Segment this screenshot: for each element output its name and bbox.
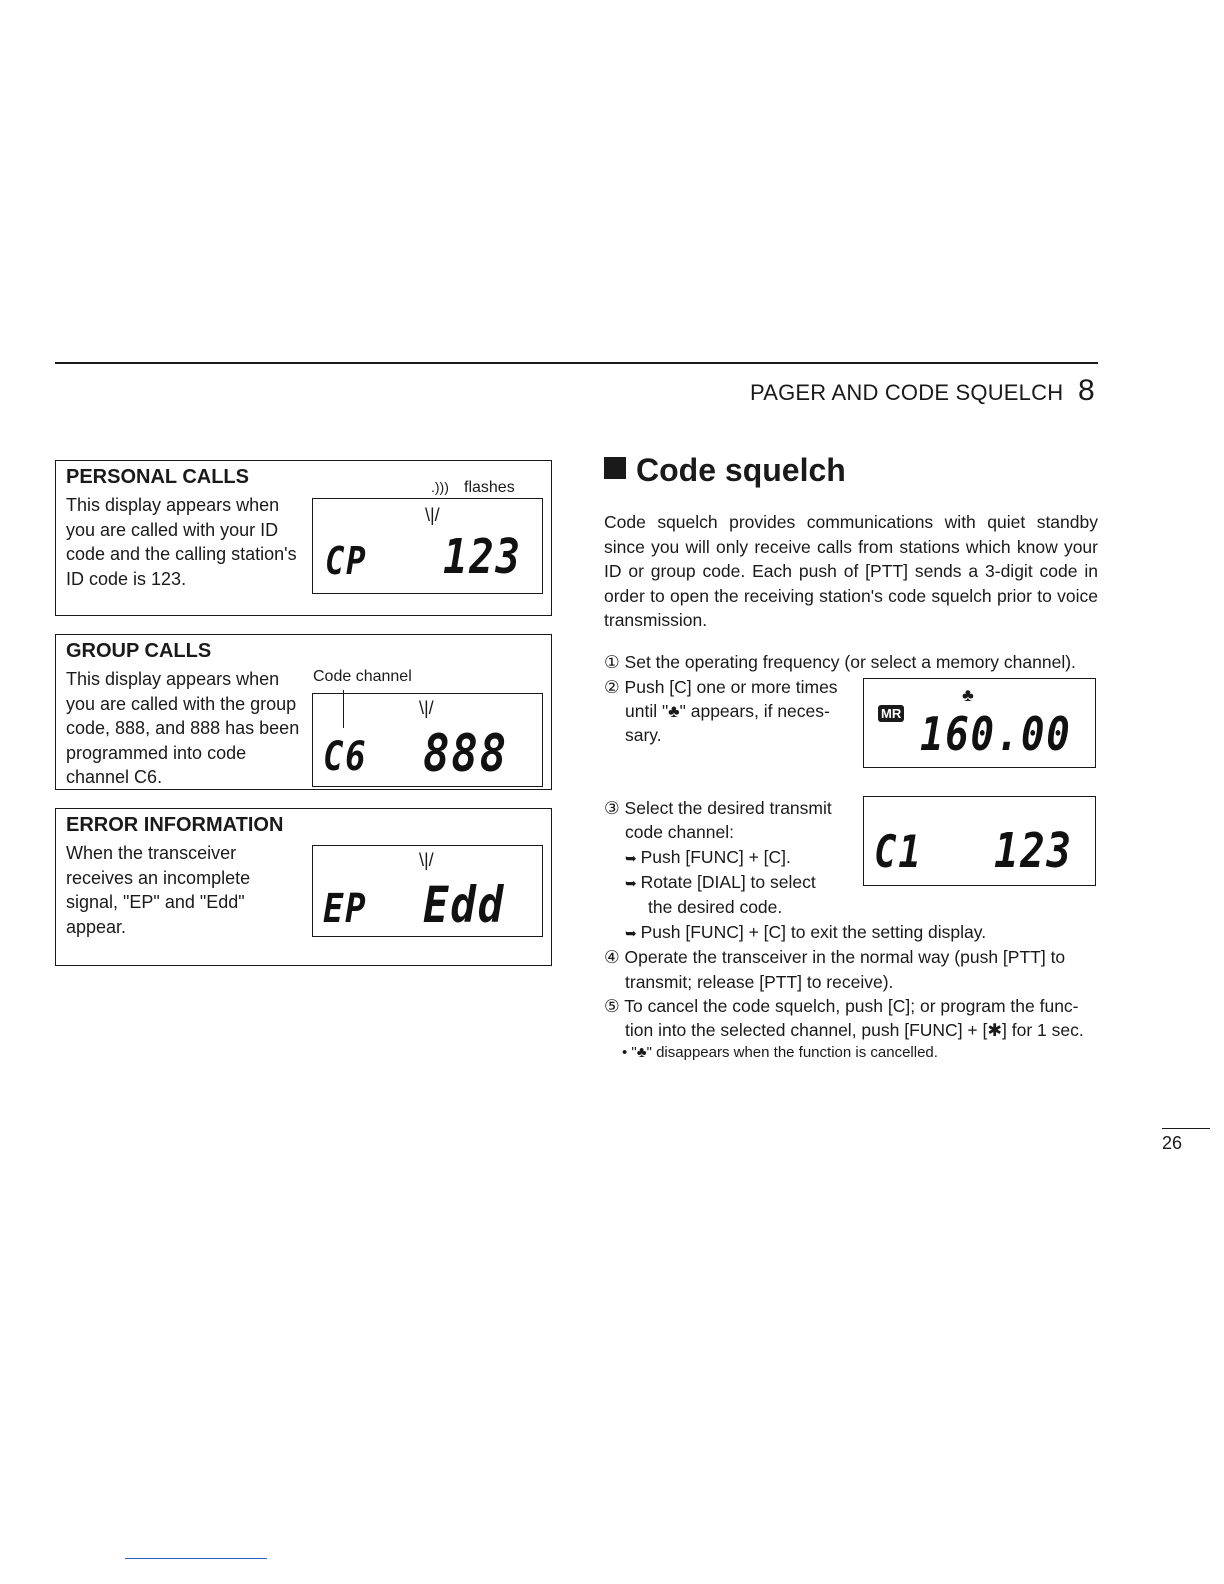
lcd-right-text: 123 xyxy=(994,823,1073,879)
section-title xyxy=(604,452,846,489)
personal-calls-title: PERSONAL CALLS xyxy=(66,466,249,488)
lcd-right-text: Edd xyxy=(423,876,505,934)
arrow-icon: ➥ xyxy=(625,875,641,891)
section-number: 8 xyxy=(1078,374,1095,407)
page-number-rule xyxy=(1162,1128,1210,1129)
step-5-line-1: ⑤ To cancel the code squelch, push [C]; or program the func- xyxy=(604,996,1079,1016)
code-channel-caption: Code channel xyxy=(313,668,412,685)
error-info-text: When the transceiver receives an incomplete signal, "EP" and "Edd" appear. xyxy=(66,843,251,937)
step-3-line-3 xyxy=(625,845,791,871)
header-title: PAGER AND CODE SQUELCH xyxy=(750,380,1064,405)
lcd-right-text: 123 xyxy=(443,529,522,585)
arrow-icon: ➥ xyxy=(625,850,641,866)
pointer-line xyxy=(343,690,344,728)
flash-icon: \|/ xyxy=(419,850,434,870)
error-info-box xyxy=(55,808,552,966)
step-3-line-4 xyxy=(625,870,816,896)
step-2-line-3: sary. xyxy=(625,725,662,745)
code-channel-lcd xyxy=(863,796,1096,886)
lcd-left-text: C6 xyxy=(323,734,368,780)
arrow-icon: ➥ xyxy=(625,925,641,941)
group-calls-title: GROUP CALLS xyxy=(66,640,212,662)
page-number: 26 xyxy=(1162,1133,1183,1153)
section-title-text: Code squelch xyxy=(636,452,846,488)
personal-calls-text: This display appears when you are called with your ID code and the calling station's ID code is 123. xyxy=(66,495,297,589)
step-2-line-1: ② Push [C] one or more times xyxy=(604,677,838,697)
footer-line xyxy=(125,1558,267,1559)
error-info-title: ERROR INFORMATION xyxy=(66,814,284,836)
flashes-caption: flashes xyxy=(464,479,515,496)
intro-paragraph: Code squelch provides communications with quiet standby since you will only receive calls from stations which know your ID or group code. Each push of [PTT] sends a 3-digit code in order to open the receiving station's code squelch prior to voice transmission. xyxy=(604,512,1098,630)
lcd-left-text: CP xyxy=(325,539,368,583)
signal-icon: .))) xyxy=(431,479,449,495)
group-lcd xyxy=(312,693,543,787)
bullet-square-icon xyxy=(604,457,626,479)
step-2-line-2: until "♣" appears, if neces- xyxy=(625,701,830,721)
personal-calls-box xyxy=(55,460,552,616)
step-3-sub-c: Push [FUNC] + [C] to exit the setting display. xyxy=(640,922,987,942)
header-rule xyxy=(55,362,1098,364)
error-lcd xyxy=(312,845,543,937)
lcd-left-text: EP xyxy=(323,886,368,932)
bell-icon: ♣ xyxy=(962,685,974,705)
step-3-line-2: code channel: xyxy=(625,822,734,842)
flash-icon: \|/ xyxy=(419,698,434,718)
flash-icon: \|/ xyxy=(425,505,440,525)
step-3-line-6 xyxy=(625,920,986,946)
step-3-line-5: the desired code. xyxy=(648,897,783,917)
memory-channel-lcd xyxy=(863,678,1096,768)
step-4-line-2: transmit; release [PTT] to receive). xyxy=(625,972,894,992)
mr-badge: MR xyxy=(878,705,904,722)
step-1: ① Set the operating frequency (or select a memory channel). xyxy=(604,652,1076,672)
lcd-left-text: C1 xyxy=(874,827,923,878)
lcd-right-text: 888 xyxy=(423,724,508,784)
group-calls-box xyxy=(55,634,552,790)
step-3-line-1: ③ Select the desired transmit xyxy=(604,798,832,818)
personal-lcd xyxy=(312,498,543,594)
lcd-frequency: 160.00 xyxy=(920,707,1072,761)
step-5-line-2: tion into the selected channel, push [FUNC] + [✱] for 1 sec. xyxy=(625,1020,1084,1040)
cancel-note: • "♣" disappears when the function is cancelled. xyxy=(622,1044,938,1061)
group-calls-text: This display appears when you are called with the group code, 888, and 888 has been programmed into code channel C6. xyxy=(66,669,300,787)
step-4-line-1: ④ Operate the transceiver in the normal way (push [PTT] to xyxy=(604,947,1066,967)
step-3-sub-b: Rotate [DIAL] to select xyxy=(640,872,816,892)
step-3-sub-a: Push [FUNC] + [C]. xyxy=(640,847,791,867)
